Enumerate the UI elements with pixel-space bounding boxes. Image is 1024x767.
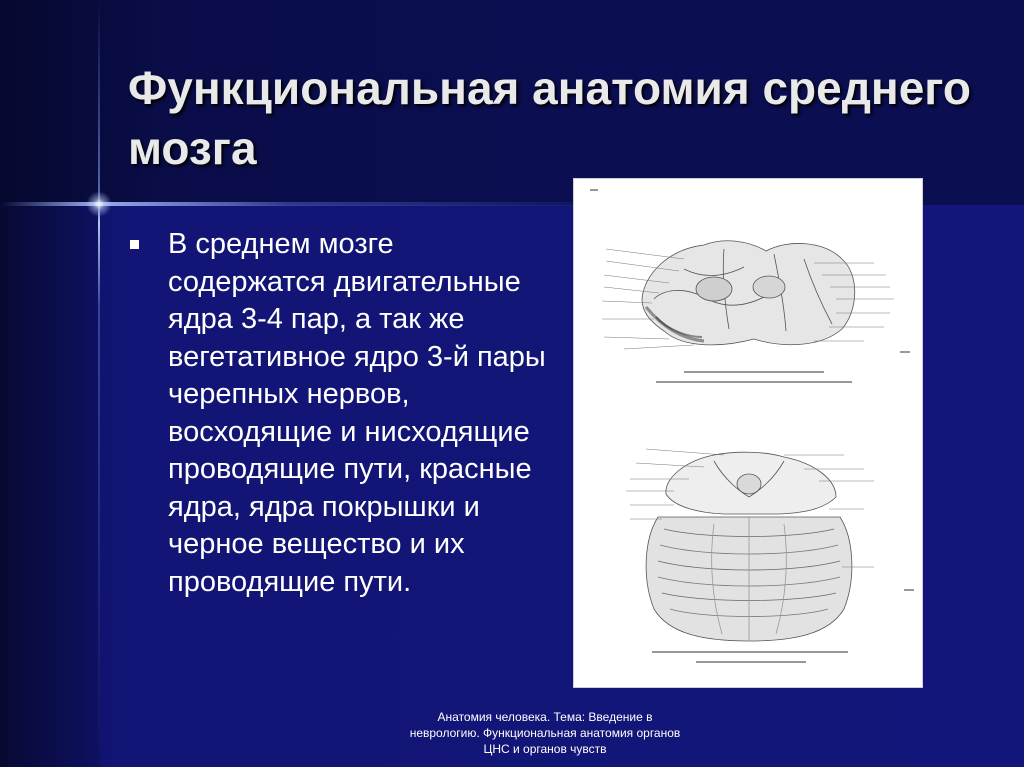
pons-section-lower — [646, 452, 852, 641]
slide-title: Функциональная анатомия среднего мозга — [128, 62, 971, 174]
light-flare-star-icon — [86, 191, 112, 217]
left-shade — [0, 205, 100, 767]
bullet-text: В среднем мозге содержатся двигательные ядра 3-4 пар, а так же вегетативное ядро 3-й пары черепных нервов, восходящие и нисходящие проводящие пути, красные ядра, ядра покрышки и черное вещество и их проводящие пути. — [168, 228, 546, 598]
light-flare-vertical — [98, 0, 100, 767]
anatomy-illustration — [573, 178, 923, 688]
slide-footer: Анатомия человека. Тема: Введение в неврологию. Функциональная анатомия органов ЦНС и органов чувств — [409, 710, 681, 756]
midbrain-sections-drawing — [574, 179, 922, 687]
square-bullet-icon — [130, 240, 139, 249]
midbrain-section-upper — [642, 241, 855, 345]
